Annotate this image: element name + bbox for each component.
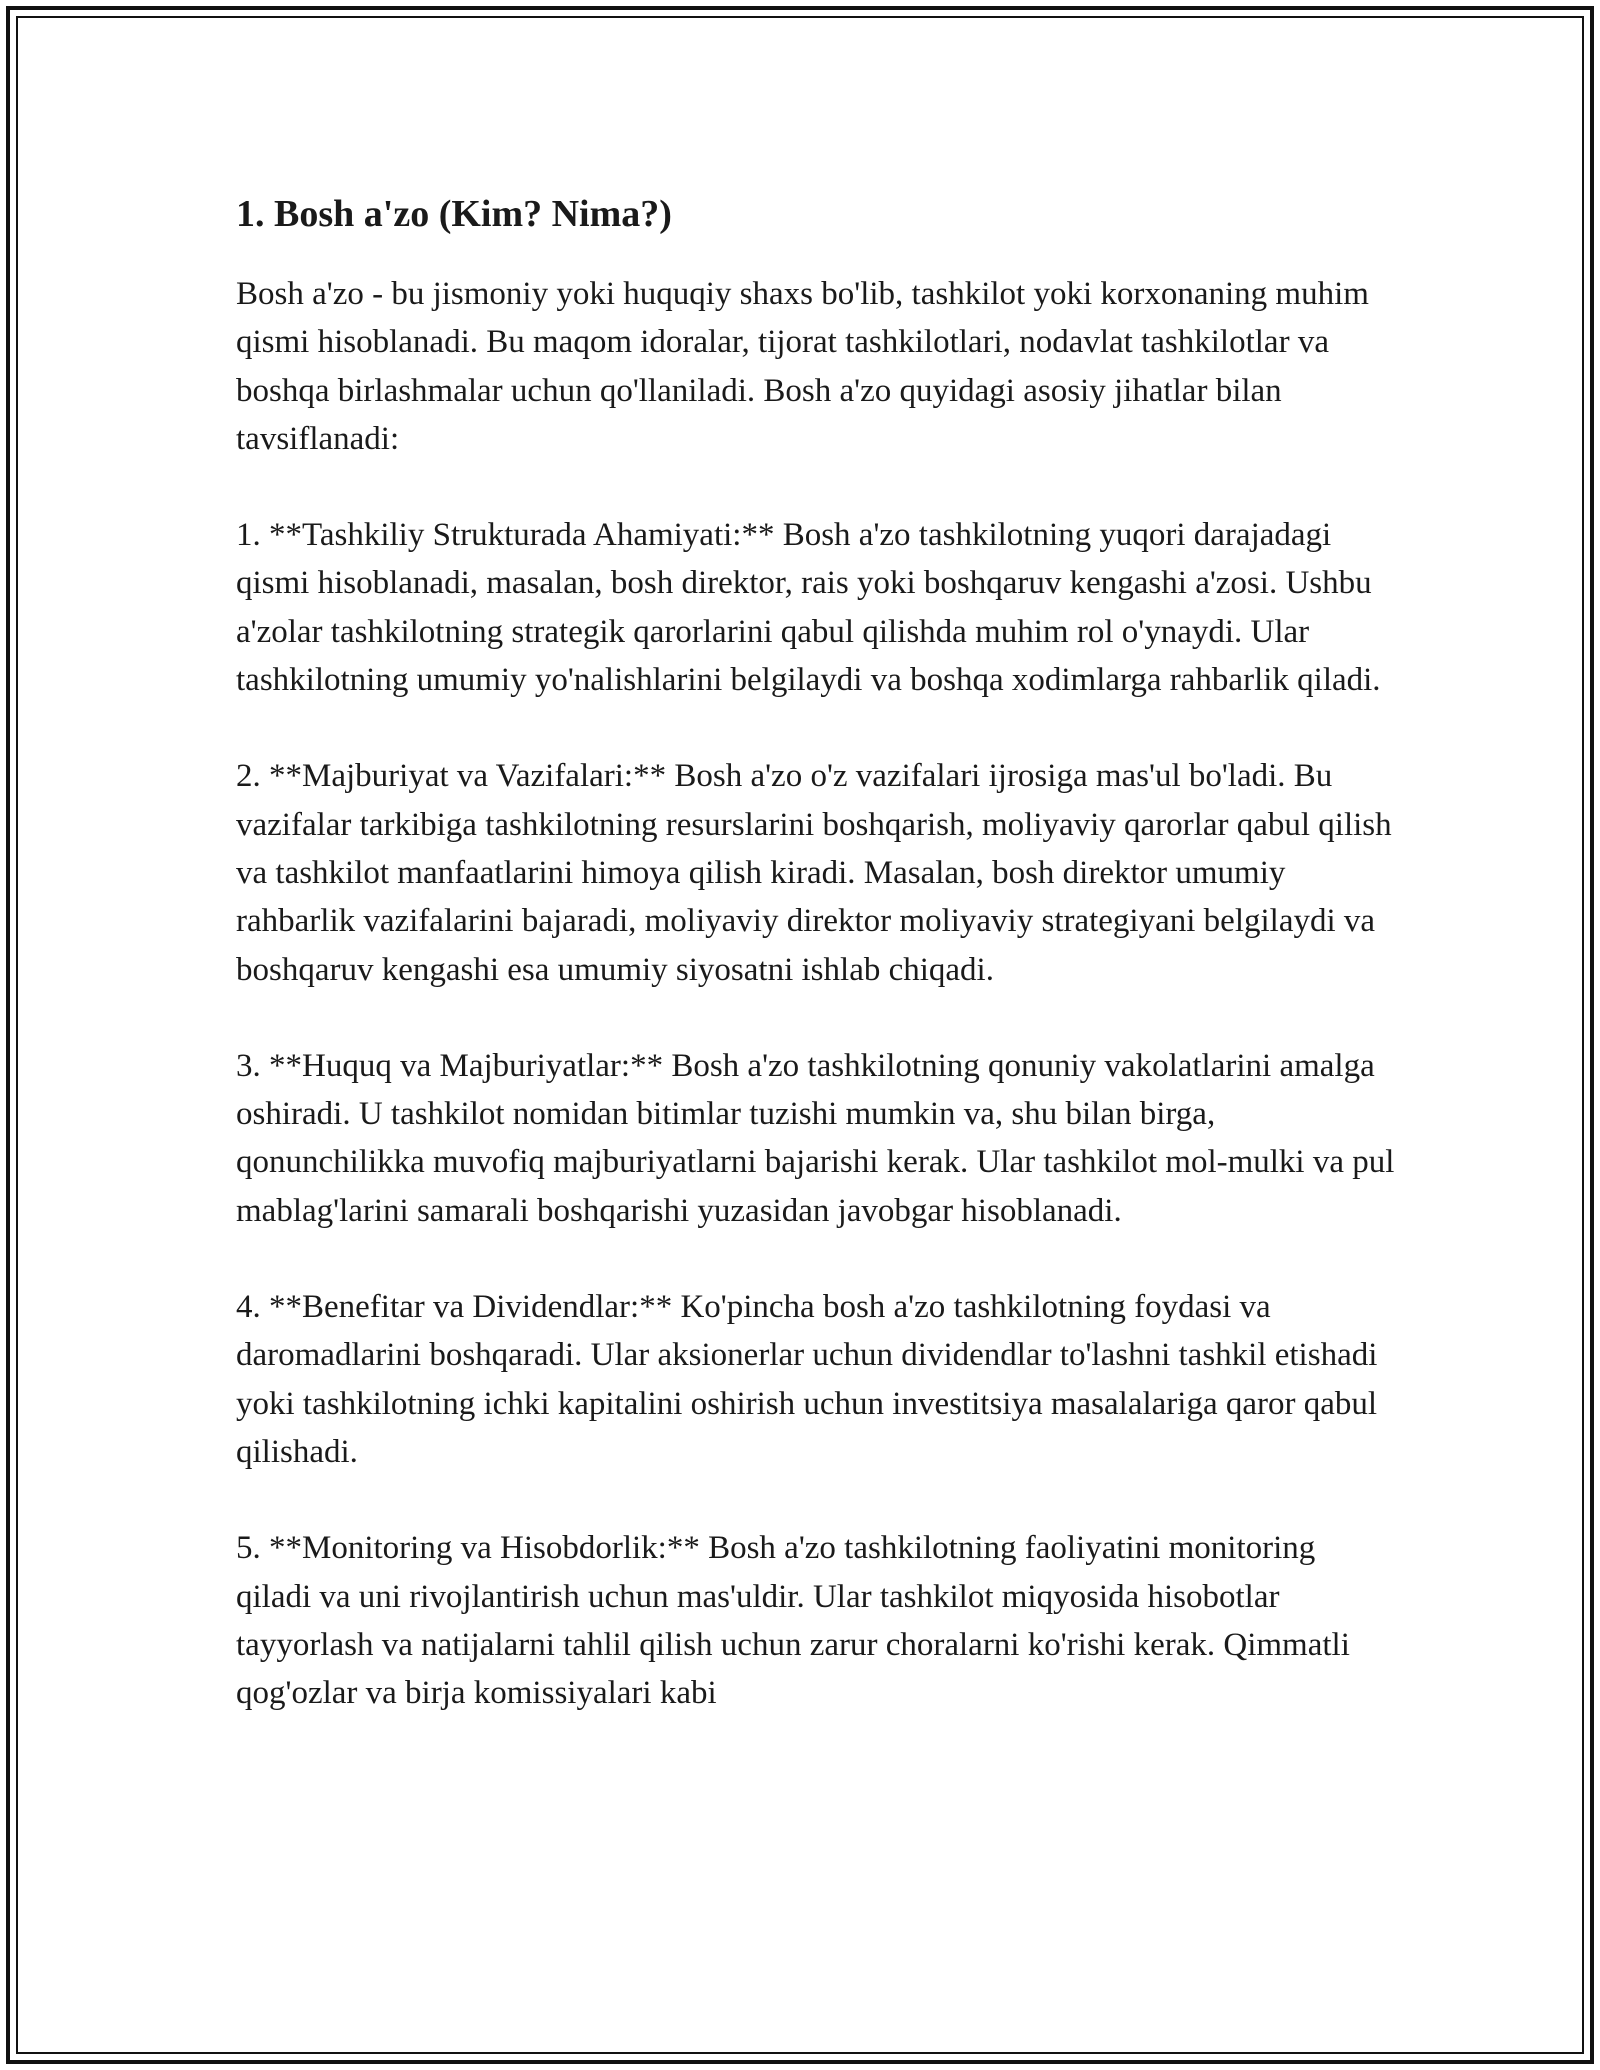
list-item-4-paragraph: 4. **Benefitar va Dividendlar:** Ko'pincha bosh a'zo tashkilotning foydasi va daromadlarini boshqaradi. Ular aksionerlar uchun dividendlar to'lashni tashkil etishadi yoki tashkilotning ichki kapitalini oshirish uchun investitsiya masalalariga qaror qabul qilishadi. — [236, 1289, 1378, 1470]
list-item-5-paragraph: 5. **Monitoring va Hisobdorlik:** Bosh a'zo tashkilotning faoliyatini monitoring qiladi va uni rivojlantirish uchun mas'uldir. Ular tashkilot miqyosida hisobotlar tayyorlash va natijalarni tahlil qilish uchun zarur choralarni ko'rishi kerak. Qimmatli qog'ozlar va birja komissiyalari kabi — [236, 1530, 1350, 1712]
document-body — [236, 186, 1396, 1765]
list-item-3-paragraph: 3. **Huquq va Majburiyatlar:** Bosh a'zo tashkilotning qonuniy vakolatlarini amalga oshiradi. U tashkilot nomidan bitimlar tuzishi mumkin va, shu bilan birga, qonunchilikka muvofiq majburiyatlarni bajarishi kerak. Ular tashkilot mol-mulki va pul mablag'larini samarali boshqarishi yuzasidan javobgar hisoblanadi. — [236, 1047, 1395, 1229]
list-item-1-paragraph: 1. **Tashkiliy Strukturada Ahamiyati:** Bosh a'zo tashkilotning yuqori darajadagi qismi hisoblanadi, masalan, bosh direktor, rais yoki boshqaruv kengashi a'zosi. Ushbu a'zolar tashkilotning strategik qarorlarini qabul qilishda muhim rol o'ynaydi. Ular tashkilotning umumiy yo'nalishlarini belgilaydi va boshqa xodimlarga rahbarlik qiladi. — [236, 517, 1381, 699]
intro-paragraph: Bosh a'zo - bu jismoniy yoki huquqiy shaxs bo'lib, tashkilot yoki korxonaning muhim qismi hisoblanadi. Bu maqom idoralar, tijorat tashkilotlari, nodavlat tashkilotlar va boshqa birlashmalar uchun qo'llaniladi. Bosh a'zo quyidagi asosiy jihatlar bilan tavsiflanadi: — [236, 276, 1369, 457]
list-item-2-paragraph: 2. **Majburiyat va Vazifalari:** Bosh a'zo o'z vazifalari ijrosiga mas'ul bo'ladi. Bu vazifalar tarkibiga tashkilotning resurslarini boshqarish, moliyaviy qarorlar qabul qilish va tashkilot manfaatlarini himoya qilish kiradi. Masalan, bosh direktor umumiy rahbarlik vazifalarini bajaradi, moliyaviy direktor moliyaviy strategiyani belgilaydi va boshqaruv kengashi esa umumiy siyosatni ishlab chiqadi. — [236, 758, 1392, 988]
section-heading: 1. Bosh a'zo (Kim? Nima?) — [236, 193, 672, 235]
